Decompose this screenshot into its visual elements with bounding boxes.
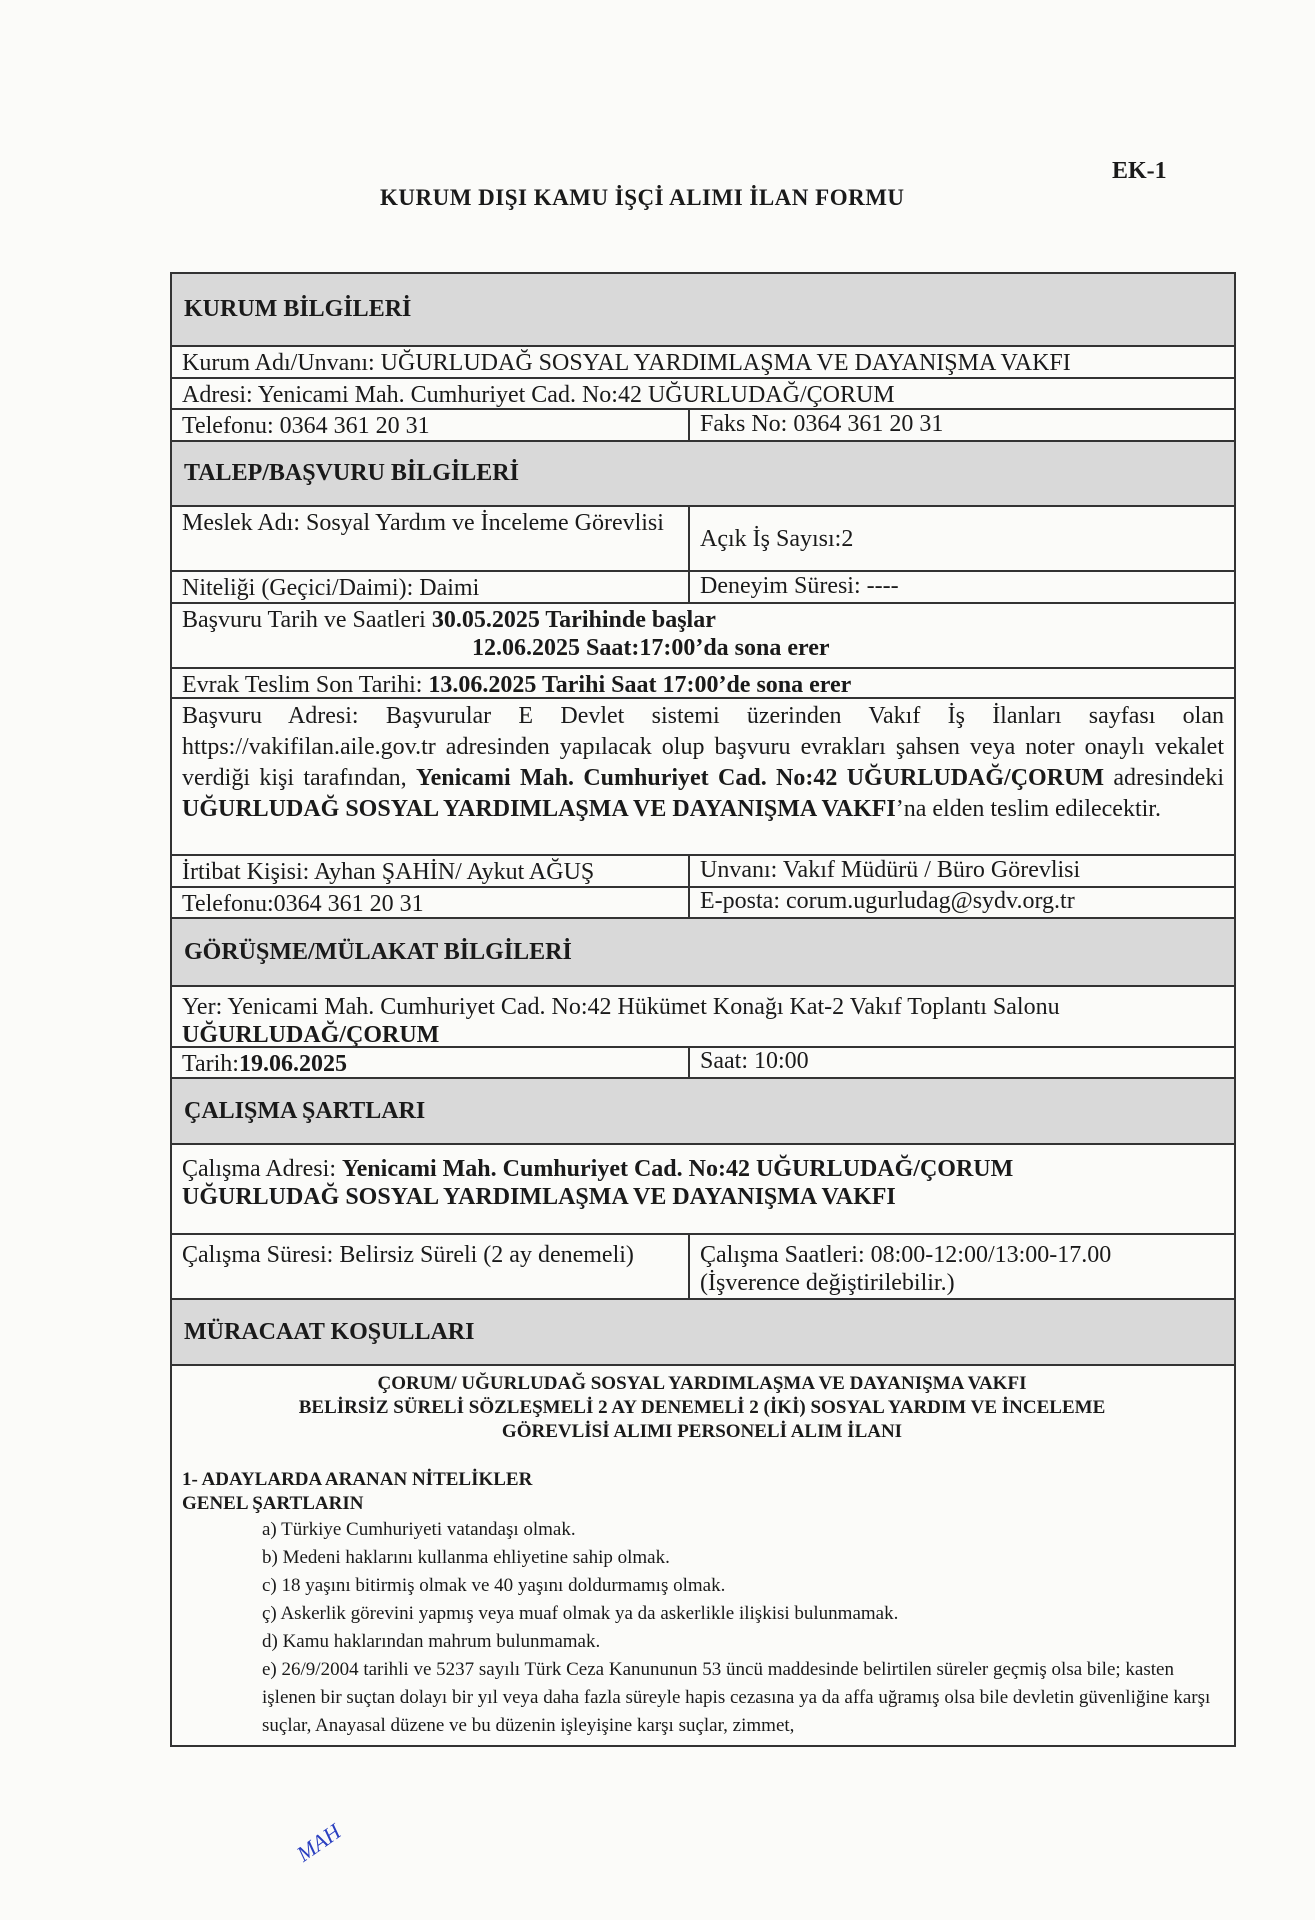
acik-is-sayisi: Açık İş Sayısı:2 xyxy=(700,525,854,552)
eposta: E-posta: corum.ugurludag@sydv.org.tr xyxy=(700,888,1075,914)
annex-label: EK-1 xyxy=(1112,158,1167,184)
kurum-adres: Adresi: Yenicami Mah. Cumhuriyet Cad. No:42 UĞURLUDAĞ/ÇORUM xyxy=(182,382,895,408)
deneyim-suresi: Deneyim Süresi: ---- xyxy=(700,573,899,599)
section-kurum: KURUM BİLGİLERİ xyxy=(172,274,1234,347)
irtibat-kisisi: İrtibat Kişisi: Ayhan ŞAHİN/ Aykut AĞUŞ xyxy=(172,856,690,886)
evrak-value: 13.06.2025 Tarihi Saat 17:00’de sona erer xyxy=(428,672,852,697)
irtibat-telefon: Telefonu:0364 361 20 31 xyxy=(172,888,690,917)
ilan-baslik: BELİRSİZ SÜRELİ SÖZLEŞMELİ 2 AY DENEMELİ 2 (İKİ) SOSYAL YARDIM VE İNCELEME xyxy=(298,1397,1106,1418)
signature-initials: MAH xyxy=(291,1818,346,1867)
tarih-label: Tarih: xyxy=(182,1051,239,1077)
section-talep: TALEP/BAŞVURU BİLGİLERİ xyxy=(172,442,1234,507)
kurum-adi: Kurum Adı/Unvanı: UĞURLUDAĞ SOSYAL YARDIMLAŞMA VE DAYANIŞMA VAKFI xyxy=(182,350,1071,376)
list-item: b) Medeni haklarını kullanma ehliyetine sahip olmak. xyxy=(262,1547,670,1568)
calisma-adres-label: Çalışma Adresi: xyxy=(182,1156,342,1182)
list-item: ç) Askerlik görevini yapmış veya muaf olmak ya da askerlikle ilişkisi bulunmamak. xyxy=(262,1603,899,1624)
list-item: d) Kamu haklarından mahrum bulunmamak. xyxy=(262,1631,601,1652)
calisma-vakif: UĞURLUDAĞ SOSYAL YARDIMLAŞMA VE DAYANIŞMA VAKFI xyxy=(182,1184,896,1210)
unvan: Unvanı: Vakıf Müdürü / Büro Görevlisi xyxy=(700,857,1081,883)
evrak-teslim xyxy=(172,669,1234,697)
gorusme-tarih xyxy=(172,1048,690,1077)
adres-text: adresinden yapılacak olup başvuru evrakları şahsen veya noter onaylı vekalet verdiği kişi tarafından, xyxy=(182,734,1224,791)
ilan-baslik: ÇORUM/ UĞURLUDAĞ SOSYAL YARDIMLAŞMA VE DAYANIŞMA VAKFI xyxy=(377,1373,1027,1394)
section-muracaat: MÜRACAAT KOŞULLARI xyxy=(172,1300,1234,1366)
adres-bold: Yenicami Mah. Cumhuriyet Cad. No:42 UĞURLUDAĞ/ÇORUM xyxy=(415,765,1105,791)
evrak-label: Evrak Teslim Son Tarihi: xyxy=(182,672,429,697)
kurum-faks: Faks No: 0364 361 20 31 xyxy=(700,411,944,437)
gorusme-saat: Saat: 10:00 xyxy=(700,1048,809,1074)
bolum-baslik: 1- ADAYLARDA ARANAN NİTELİKLER xyxy=(182,1469,533,1490)
page-title: KURUM DIŞI KAMU İŞÇİ ALIMI İLAN FORMU xyxy=(380,185,905,210)
adres-text: ’na elden teslim edilecektir. xyxy=(895,796,1161,822)
basvuru-label: Başvuru Tarih ve Saatleri xyxy=(182,607,432,633)
basvuru-tarihleri xyxy=(172,604,1234,667)
muracaat-icerik xyxy=(172,1366,1234,1745)
list-item: a) Türkiye Cumhuriyeti vatandaşı olmak. xyxy=(262,1519,576,1540)
alt-baslik: GENEL ŞARTLARIN xyxy=(182,1493,364,1514)
saatler-line: Çalışma Saatleri: 08:00-12:00/13:00-17.00 xyxy=(700,1242,1112,1268)
basvuru-link[interactable]: https://vakifilan.aile.gov.tr xyxy=(182,734,436,760)
calisma-suresi: Çalışma Süresi: Belirsiz Süreli (2 ay denemeli) xyxy=(172,1235,690,1298)
ilan-baslik: GÖREVLİSİ ALIMI PERSONELİ ALIM İLANI xyxy=(501,1421,903,1442)
calisma-saatleri xyxy=(690,1235,1234,1298)
gorusme-yer xyxy=(172,987,1234,1046)
calisma-adresi xyxy=(172,1145,1234,1233)
kurum-telefon: Telefonu: 0364 361 20 31 xyxy=(172,410,690,440)
section-gorusme: GÖRÜŞME/MÜLAKAT BİLGİLERİ xyxy=(172,919,1234,987)
basvuru-adresi xyxy=(172,699,1234,854)
section-calisma: ÇALIŞMA ŞARTLARI xyxy=(172,1079,1234,1145)
yer-city: UĞURLUDAĞ/ÇORUM xyxy=(182,1022,440,1046)
basvuru-bitis: 12.06.2025 Saat:17:00’da sona erer xyxy=(472,635,830,661)
niteligi: Niteliği (Geçici/Daimi): Daimi xyxy=(172,572,690,602)
adres-bold: UĞURLUDAĞ SOSYAL YARDIMLAŞMA VE DAYANIŞMA VAKFI xyxy=(182,796,896,822)
saatler-note: (İşverence değiştirilebilir.) xyxy=(700,1270,955,1296)
meslek-adi: Meslek Adı: Sosyal Yardım ve İnceleme Görevlisi xyxy=(172,507,690,570)
announcement-form xyxy=(170,272,1236,1747)
adres-text: Başvuru Adresi: Başvurular E Devlet sistemi üzerinden Vakıf İş İlanları sayfası olan xyxy=(182,703,1224,729)
tarih-value: 19.06.2025 xyxy=(238,1051,347,1077)
adres-text: adresindeki xyxy=(1104,765,1225,791)
basvuru-baslangic: 30.05.2025 Tarihinde başlar xyxy=(431,607,716,633)
list-item: c) 18 yaşını bitirmiş olmak ve 40 yaşını doldurmamış olmak. xyxy=(262,1575,726,1596)
yer-line: Yer: Yenicami Mah. Cumhuriyet Cad. No:42 Hükümet Konağı Kat-2 Vakıf Toplantı Salonu xyxy=(182,994,1060,1020)
calisma-adres-line: Yenicami Mah. Cumhuriyet Cad. No:42 UĞURLUDAĞ/ÇORUM xyxy=(341,1156,1014,1182)
list-item: e) 26/9/2004 tarihli ve 5237 sayılı Türk Ceza Kanununun 53 üncü maddesinde belirtilen süreler geçmiş olsa bile; kasten işlenen bir suçtan dolayı bir yıl veya daha fazla süreyle hapis cezasına ya da affa uğramış olsa bile devletin güvenliğine karşı suçlar, Anayasal düzene ve bu düzenin işleyişine karşı suçlar, zimmet, xyxy=(262,1659,1211,1736)
